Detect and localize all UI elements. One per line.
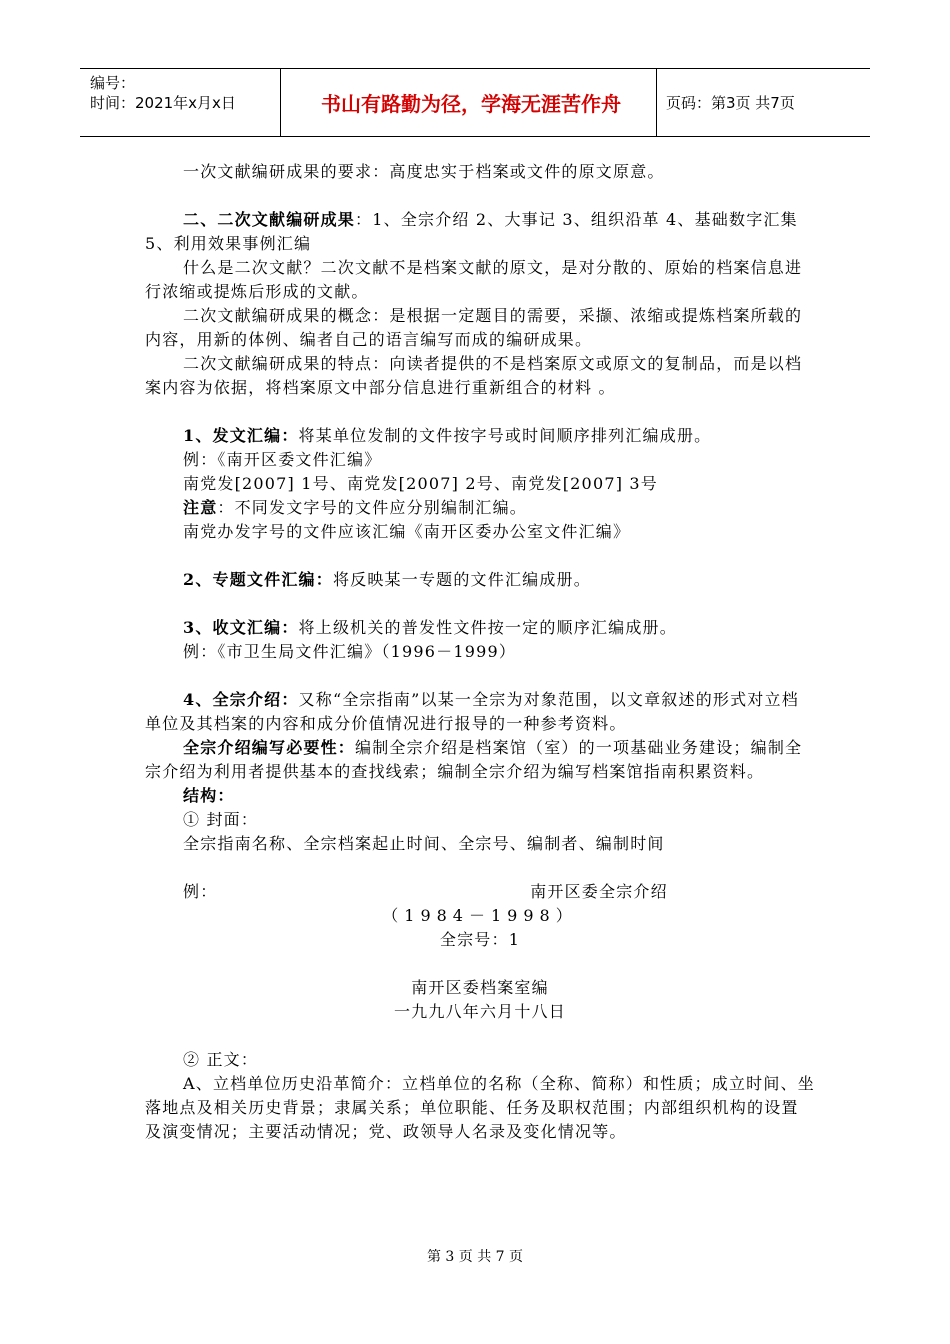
document-number-label: 编号： bbox=[90, 74, 136, 92]
item-heading: 3、收文汇编： bbox=[183, 618, 299, 637]
paragraph bbox=[145, 424, 815, 448]
paragraph: 一次文献编研成果的要求：高度忠实于档案或文件的原文原意。 bbox=[183, 162, 665, 181]
paragraph: 二次文献编研成果的特点：向读者提供的不是档案原文或原文的复制品，而是以档案内容为依据，将档案原文中部分信息进行重新组合的材料 。 bbox=[145, 354, 803, 397]
example-cover-years: （1984－1998） bbox=[382, 906, 578, 925]
example-cover-compiler: 南开区委档案室编 bbox=[411, 978, 549, 997]
paragraph-text: 又称“全宗指南”以某一全宗为对象范围，以文章叙述的形式对立档单位及其档案的内容和成分价值情况进行报导的一种参考资料。 bbox=[145, 690, 799, 733]
page-header bbox=[80, 68, 870, 137]
example-cover-title-row bbox=[145, 880, 815, 904]
page-footer: 第 3 页 共 7 页 bbox=[426, 1249, 524, 1265]
example-cover-fonds-number: 全宗号：1 bbox=[439, 930, 521, 949]
example-cover-date: 一九九八年六月十八日 bbox=[393, 1002, 566, 1021]
paragraph-text: 将某单位发制的文件按字号或时间顺序排列汇编成册。 bbox=[298, 426, 712, 445]
example-label: 例： bbox=[183, 882, 218, 901]
header-divider bbox=[656, 69, 657, 136]
document-body bbox=[145, 160, 815, 1144]
paragraph: 全宗指南名称、全宗档案起止时间、全宗号、编制者、编制时间 bbox=[183, 834, 665, 853]
section-heading: 二、二次文献编研成果 bbox=[183, 210, 356, 229]
header-page-info: 页码：第3页 共7页 bbox=[666, 94, 795, 112]
note-label: 注意 bbox=[183, 498, 218, 517]
paragraph: 二次文献编研成果的概念：是根据一定题目的需要，采撷、浓缩或提炼档案所载的内容，用新的体例、编者自己的语言编写而成的编研成果。 bbox=[145, 306, 803, 349]
paragraph bbox=[145, 496, 815, 520]
paragraph bbox=[145, 616, 815, 640]
paragraph: 例：《市卫生局文件汇编》（1996－1999） bbox=[183, 642, 517, 661]
paragraph: A、立档单位历史沿革简介：立档单位的名称（全称、简称）和性质；成立时间、坐落地点及相关历史背景；隶属关系；单位职能、任务及职权范围；内部组织机构的设置及演变情况；主要活动情况；党、政领导人名录及变化情况等。 bbox=[145, 1074, 815, 1141]
paragraph: 例：《南开区委文件汇编》 bbox=[183, 450, 382, 469]
paragraph-text: 编制全宗介绍是档案馆（室）的一项基础业务建设；编制全宗介绍为利用者提供基本的查找线索；编制全宗介绍为编写档案馆指南积累资料。 bbox=[145, 738, 803, 781]
paragraph-text: 将反映某一专题的文件汇编成册。 bbox=[332, 570, 591, 589]
paragraph: ② 正文： bbox=[183, 1050, 259, 1069]
header-motto: 书山有路勤为径，学海无涯苦作舟 bbox=[321, 92, 621, 116]
paragraph bbox=[145, 688, 815, 736]
header-meta bbox=[90, 73, 280, 113]
structure-heading: 结构： bbox=[183, 786, 235, 805]
paragraph: 南党办发字号的文件应该汇编《南开区委办公室文件汇编》 bbox=[183, 522, 631, 541]
item-heading: 4、全宗介绍： bbox=[183, 690, 299, 709]
document-time-label: 时间：2021年x月x日 bbox=[90, 94, 236, 112]
paragraph: ① 封面： bbox=[183, 810, 259, 829]
paragraph bbox=[145, 736, 815, 784]
item-heading: 1、发文汇编： bbox=[183, 426, 299, 445]
paragraph: 南党发[2007] 1号、南党发[2007] 2号、南党发[2007] 3号 bbox=[183, 474, 659, 493]
example-cover-title: 南开区委全宗介绍 bbox=[530, 882, 668, 901]
paragraph-text: ：不同发文字号的文件应分别编制汇编。 bbox=[217, 498, 528, 517]
paragraph-text: 将上级机关的普发性文件按一定的顺序汇编成册。 bbox=[298, 618, 677, 637]
paragraph-text: ：1、全宗介绍 2、大事记 3、组织沿革 4、基础数字汇集 5、利用效果事例汇编 bbox=[145, 210, 798, 253]
paragraph bbox=[145, 208, 815, 256]
paragraph: 什么是二次文献？二次文献不是档案文献的原文，是对分散的、原始的档案信息进行浓缩或提炼后形成的文献。 bbox=[145, 258, 803, 301]
item-heading: 2、专题文件汇编： bbox=[183, 570, 333, 589]
paragraph bbox=[145, 568, 815, 592]
subheading: 全宗介绍编写必要性： bbox=[183, 738, 356, 757]
